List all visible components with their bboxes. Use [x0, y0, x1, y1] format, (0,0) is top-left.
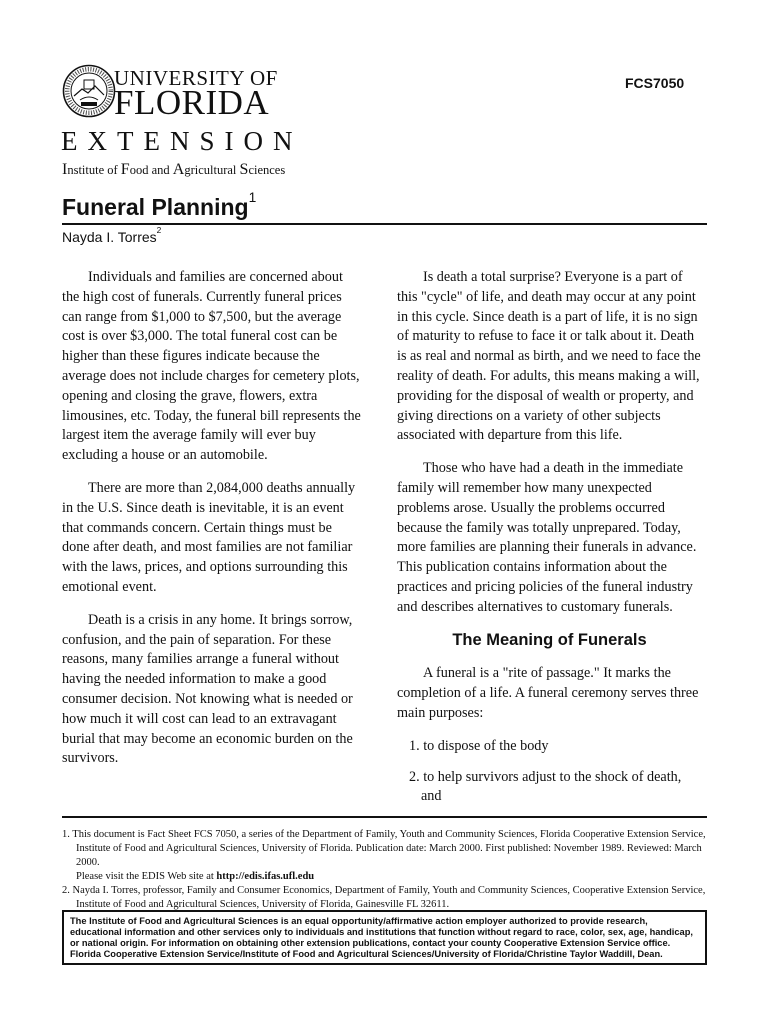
logo-extension: EXTENSION	[61, 126, 303, 156]
body-paragraph: Those who have had a death in the immediate family will remember how many unexpected problems arose. Usually the problems occurred because the family was totally unprepared. Today, more families are planning their funerals in advance. This publication contains information about the practices and pricing policies of the funeral industry and describes alternatives to customary funerals.	[397, 460, 697, 615]
body-paragraph: There are more than 2,084,000 deaths annually in the U.S. Since death is inevitable, it is an event that commands concern. Certain things must be done after death, and most families are not familiar with the laws, prices, and options surrounding this emotional event.	[62, 479, 356, 595]
page-title: Funeral Planning$^1$	[62, 190, 257, 220]
list-item: 1. to dispose of the body	[409, 737, 549, 754]
university-seal-icon	[62, 64, 116, 118]
body-paragraph: A funeral is a "rite of passage." It marks the completion of a life. A funeral ceremony serves three main purposes:	[397, 665, 699, 721]
logo-university-of: UNIVERSITY OF	[114, 66, 278, 90]
author-footnote-ref: 2	[156, 225, 162, 235]
section-heading: The Meaning of Funerals	[452, 630, 647, 649]
body-paragraph: Is death a total surprise? Everyone is a part of this "cycle" of life, and death may occur at any point in this cycle. Since death is a part of life, it is no sign of maturity to refuse to face it or talk about it. Death is as real and normal as birth, and we need to face the reality of death. For adults, this means making a will, providing for the disposal of wealth or property, and giving directions on a variety of other subjects associated with departure from this life.	[397, 269, 701, 444]
footnotes	[62, 828, 707, 912]
equal-opportunity-statement: The Institute of Food and Agricultural Sciences is an equal opportunity/affirmative action employer authorized to provide research, educational information and other services only to individuals and institutions that function without regard to race, color, sex, age, handicap, or national origin. For information on obtaining other extension publications, contact your county Cooperative Extension Service office. Florida Cooperative Extension Service/Institute of Food and Agricultural Sciences/University of Florida/Christine Taylor Waddill, Dean.	[70, 916, 693, 959]
footnote-1: 1. This document is Fact Sheet FCS 7050, a series of the Department of Family, Youth and Community Sciences, Florida Cooperative Extension Service, Institute of Food and Agricultural Sciences, University of Florida. Publication date: March 2000. First published: November 1989. Reviewed: March 2000. Please visit the EDIS Web site at http://edis.ifas.ufl.edu	[62, 829, 706, 882]
ifas-tagline: Institute of Food and Agricultural Sciences	[62, 161, 286, 178]
logo-florida: FLORIDA	[114, 83, 270, 122]
document-number: FCS7050	[625, 75, 685, 91]
title-footnote-ref: 1	[248, 190, 257, 205]
body-paragraph: Individuals and families are concerned about the high cost of funerals. Currently funeral prices can range from $1,000 to $7,500, but the average cost is over $3,000. The total funeral cost can be higher than these figures indicate because the average does not include charges for cemetery plots, opening and closing the grave, flowers, extra limousines, etc. Today, the funeral bill represents the largest item the average family will ever buy excluding a house or an automobile.	[62, 269, 361, 464]
edis-link[interactable]: http://edis.ifas.ufl.edu	[216, 871, 315, 882]
equal-opportunity-box	[62, 910, 707, 965]
right-column	[397, 268, 702, 818]
author-line: Nayda I. Torres$^2$	[62, 225, 162, 245]
footnote-2: 2. Nayda I. Torres, professor, Family and Consumer Economics, Department of Family, Youth and Community Sciences, Cooperative Extension Service, Institute of Food and Agricultural Sciences, University of Florida, Gainesville FL 32611.	[62, 885, 706, 910]
left-column	[62, 268, 362, 782]
footnote-divider	[62, 816, 707, 818]
list-item: 2. to help survivors adjust to the shock of death, and	[409, 768, 682, 805]
body-paragraph: Death is a crisis in any home. It brings sorrow, confusion, and the pain of separation. For these reasons, many families arrange a funeral without having the needed information to make a good consumer decision. Not knowing what is needed or how much it will cost can lead to an extravagant burial that may become an economic burden on the survivors.	[62, 611, 353, 767]
